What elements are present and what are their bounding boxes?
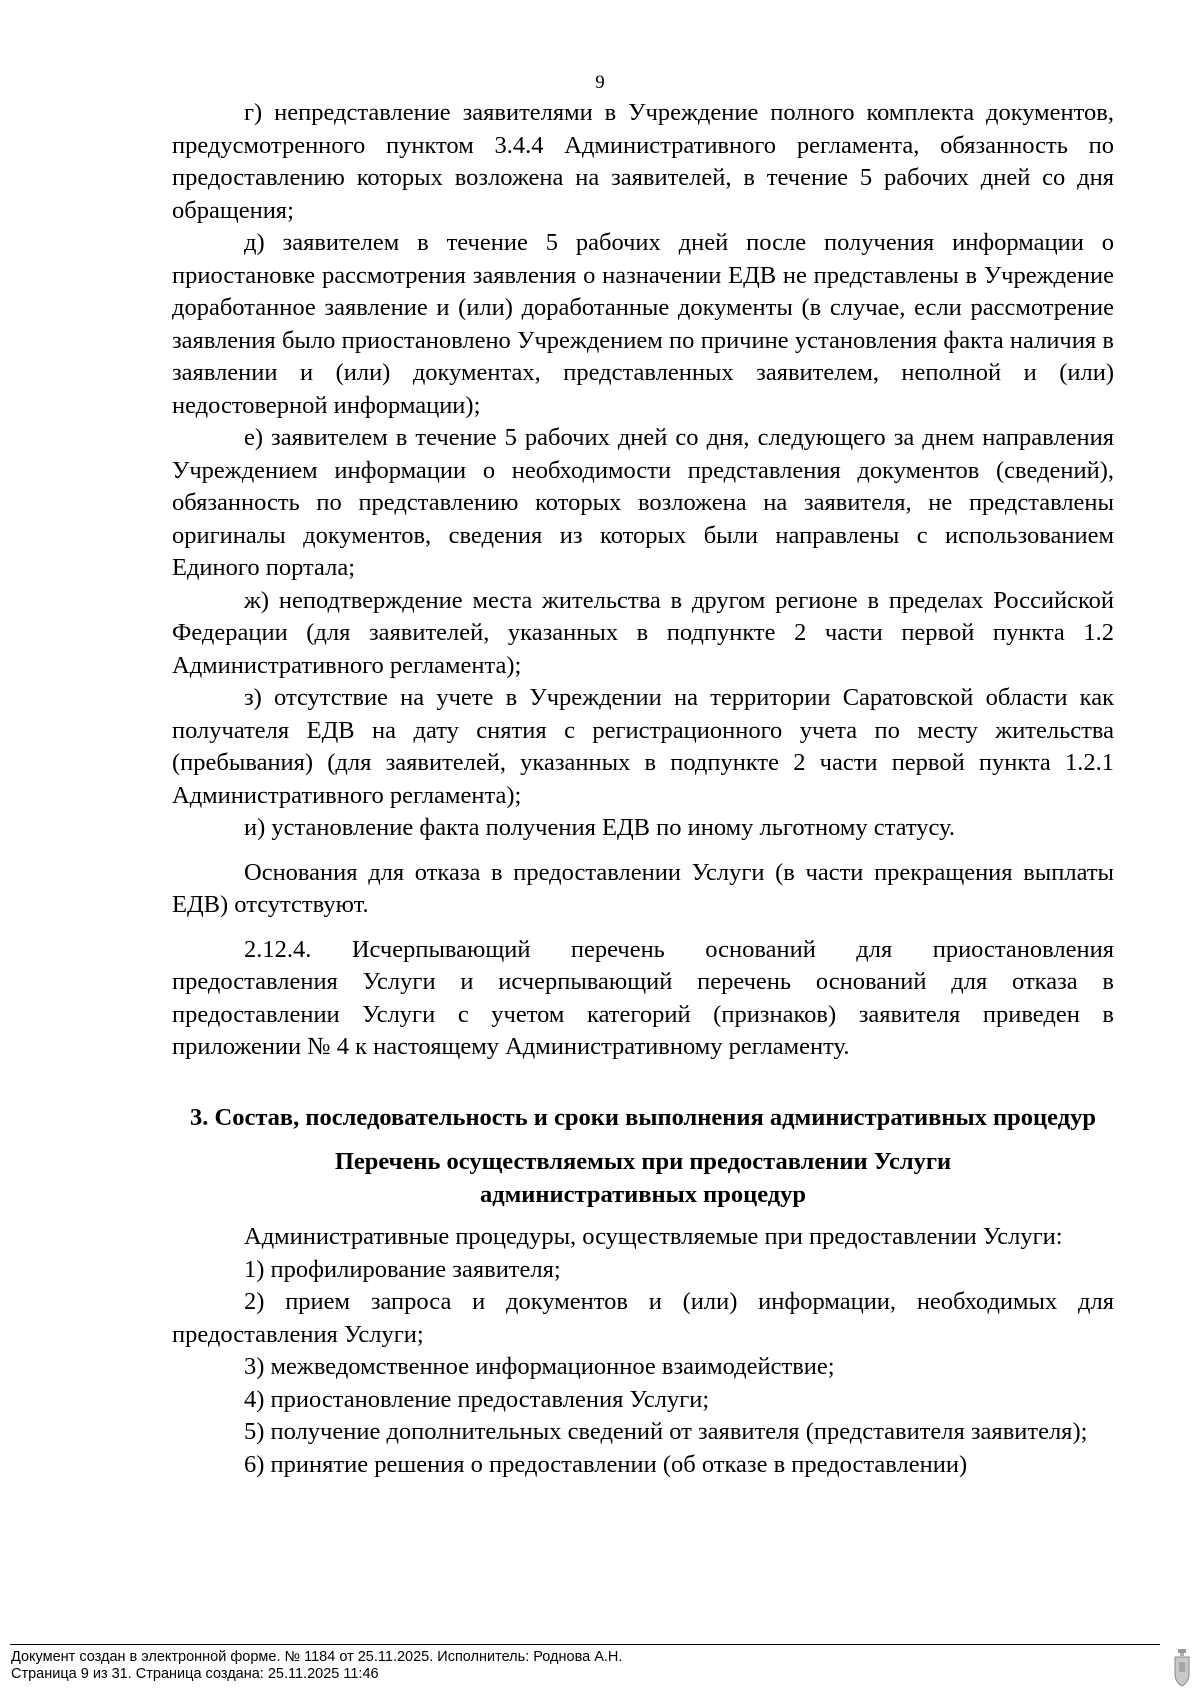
footer-line-document: Документ создан в электронной форме. № 1184 от 25.11.2025. Исполнитель: Роднова А.Н. [11, 1649, 623, 1665]
list-item: 3) межведомственное информационное взаимодействие; [244, 1353, 835, 1380]
paragraph-g: г) непредставление заявителями в Учреждение полного комплекта документов, предусмотренного пунктом 3.4.4 Административного регламента, обязанность по предоставлению которых возложена на заявителей, в течение 5 рабочих дней со дня обращения; [172, 99, 1114, 224]
footer-line-page: Страница 9 из 31. Страница создана: 25.11.2025 11:46 [11, 1666, 379, 1682]
document-footer [0, 1640, 1200, 1698]
list-item: 6) принятие решения о предоставлении (об отказе в предоставлении) [244, 1450, 968, 1478]
document-body [172, 97, 1114, 1481]
paragraph-z: з) отсутствие на учете в Учреждении на территории Саратовской области как получателя ЕДВ на дату снятия с регистрационного учета по месту жительства (пребывания) (для заявителей, указанных в подпункте 2 части первой пункта 1.2.1 Административного регламента); [172, 684, 1114, 809]
paragraph-no-refusal-grounds: Основания для отказа в предоставлении Услуги (в части прекращения выплаты ЕДВ) отсутствуют. [172, 858, 1114, 918]
list-item: 5) получение дополнительных сведений от заявителя (представителя заявителя); [244, 1418, 1088, 1445]
footer-text [11, 1649, 622, 1683]
page-number: 9 [595, 72, 605, 93]
paragraph-d: д) заявителем в течение 5 рабочих дней после получения информации о приостановке рассмотрения заявления о назначении ЕДВ не представлены в Учреждение доработанное заявление и (или) доработанные документы (в случае, если рассмотрение заявления было приостановлено Учреждением по причине установления факта наличия в заявлении и (или) документах, представленных заявителем, неполной и (или) недостоверной информации); [172, 229, 1114, 419]
coat-of-arms-icon [1172, 1648, 1192, 1688]
list-item: 4) приостановление предоставления Услуги; [244, 1385, 710, 1413]
paragraph-i: и) установление факта получения ЕДВ по иному льготному статусу. [244, 814, 955, 841]
section-heading: 3. Состав, последовательность и сроки выполнения административных процедур [190, 1103, 1096, 1131]
sub-heading: Перечень осуществляемых при предоставлении Услуги административных процедур [334, 1148, 952, 1208]
footer-divider [10, 1644, 1160, 1645]
procedures-intro: Административные процедуры, осуществляемые при предоставлении Услуги: [244, 1223, 1063, 1250]
list-item: 2) прием запроса и документов и (или) информации, необходимых для предоставления Услуги; [172, 1288, 1114, 1348]
paragraph-2-12-4: 2.12.4. Исчерпывающий перечень оснований для приостановления предоставления Услуги и исчерпывающий перечень оснований для отказа в предоставлении Услуги с учетом категорий (признаков) заявителя приведен в приложении № 4 к настоящему Административному регламенту. [172, 935, 1114, 1060]
paragraph-e: е) заявителем в течение 5 рабочих дней со дня, следующего за днем направления Учреждением информации о необходимости представления документов (сведений), обязанность по представлению которых возложена на заявителя, не представлены оригиналы документов, сведения из которых были направлены с использованием Единого портала; [172, 424, 1114, 581]
paragraph-zh: ж) неподтверждение места жительства в другом регионе в пределах Российской Федерации (для заявителей, указанных в подпункте 2 части первой пункта 1.2 Административного регламента); [172, 586, 1114, 679]
list-item: 1) профилирование заявителя; [244, 1255, 561, 1283]
